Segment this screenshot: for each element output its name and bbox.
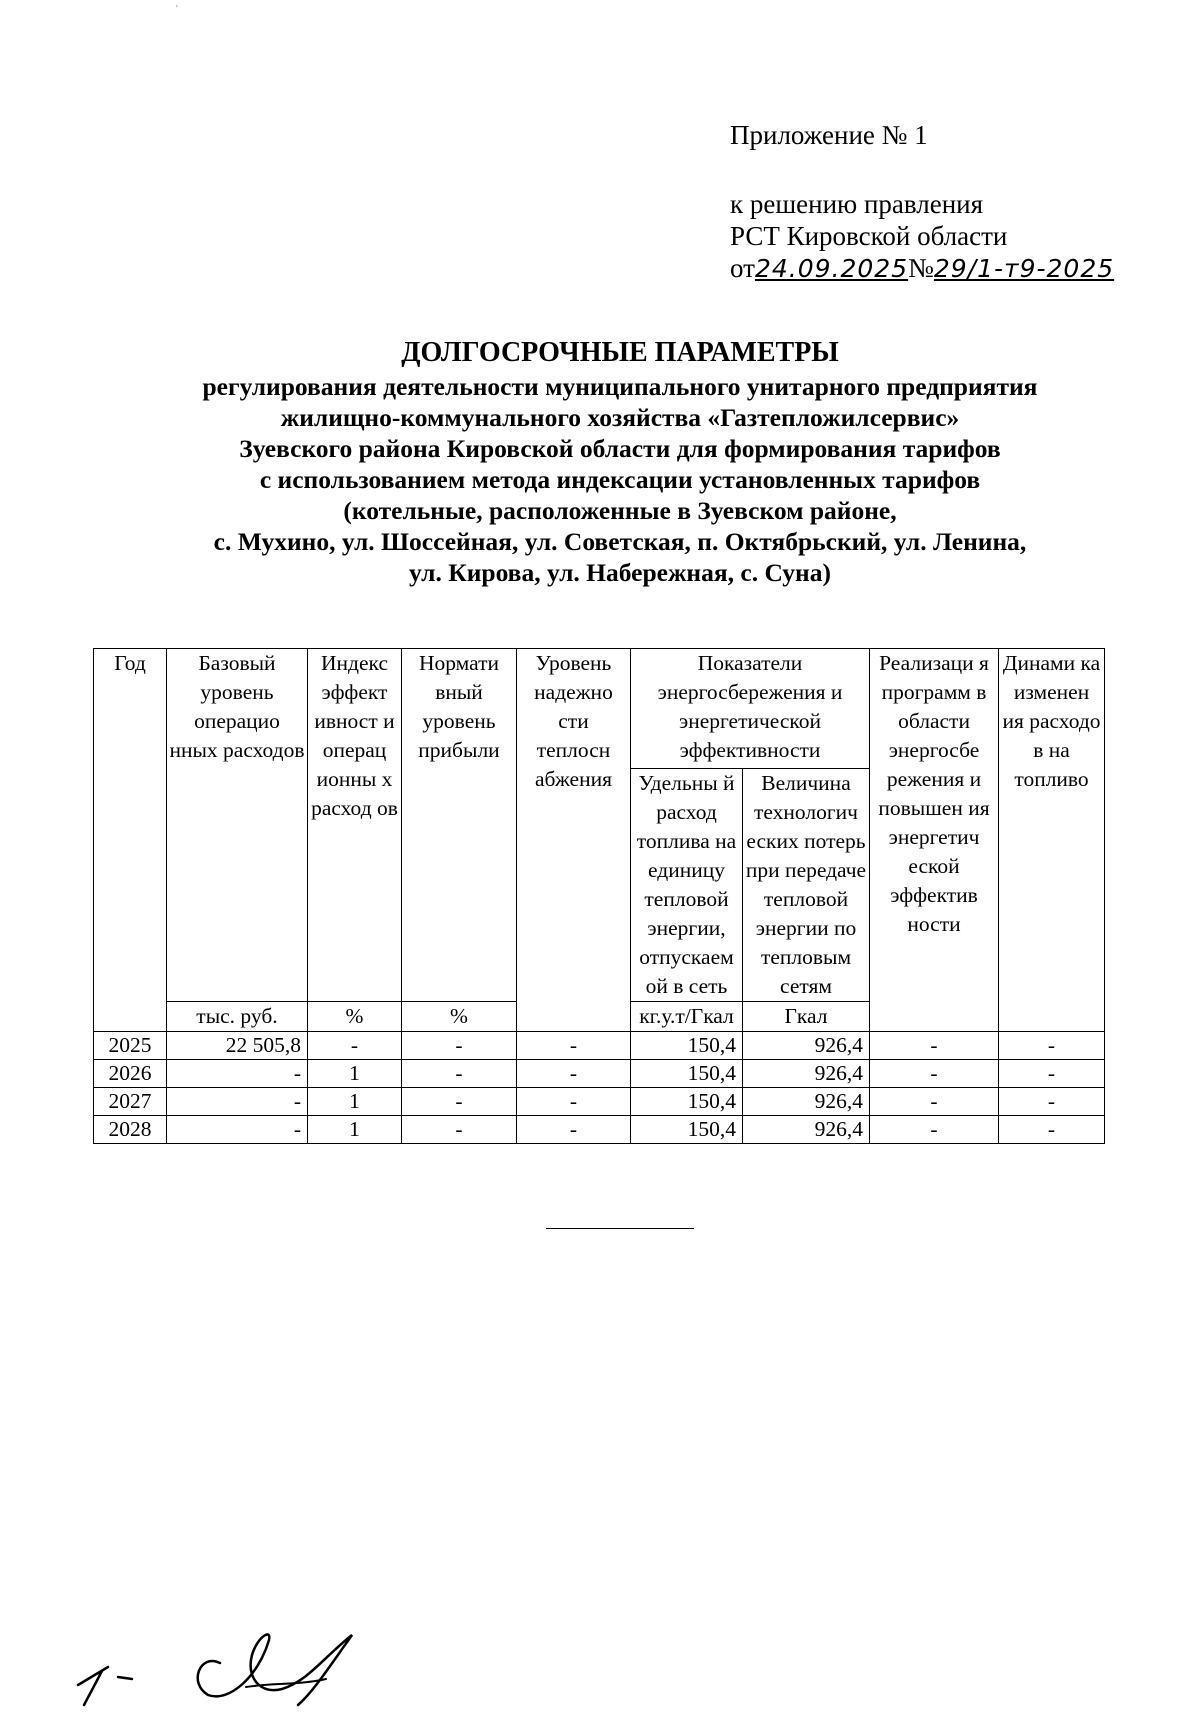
- cell-fuel-dynamics: -: [999, 1060, 1105, 1088]
- appendix-label: Приложение № 1: [730, 120, 928, 150]
- cell-efficiency-index: 1: [308, 1088, 402, 1116]
- cell-program: -: [870, 1116, 999, 1144]
- decision-date: 24.09.2025: [754, 254, 909, 283]
- header-efficiency-index: Индекс эффект ивност и операц ионны х расход ов: [308, 649, 402, 1002]
- table-body: [94, 1032, 1105, 1144]
- header-tech-losses: Величина технологич еских потерь при передаче тепловой энергии по тепловым сетям: [743, 769, 870, 1002]
- header-base-opex: Базовый уровень операцио нных расходов: [167, 649, 308, 1002]
- closing-rule: [546, 1228, 694, 1229]
- header-specific-fuel: Удельны й расход топлива на единицу тепловой энергии, отпускаем ой в сеть: [631, 769, 743, 1002]
- cell-program: -: [870, 1060, 999, 1088]
- decision-line-1: к решению правления: [730, 189, 984, 219]
- cell-base-opex: 22 505,8: [167, 1032, 308, 1060]
- cell-base-opex: -: [167, 1088, 308, 1116]
- header-year: Год: [94, 649, 167, 1032]
- decision-reference: [730, 188, 1114, 285]
- unit-specific-fuel: кг.у.т/Гкал: [631, 1002, 743, 1032]
- title-line: ул. Кирова, ул. Набережная, с. Суна): [409, 558, 831, 587]
- cell-program: -: [870, 1088, 999, 1116]
- cell-fuel-dynamics: -: [999, 1116, 1105, 1144]
- cell-normative-profit: -: [402, 1116, 517, 1144]
- signature-image: [60, 1605, 380, 1710]
- cell-tech-losses: 926,4: [743, 1032, 870, 1060]
- number-sign: №: [908, 253, 934, 283]
- header-energy-group: Показатели энергосбережения и энергетической эффективности: [631, 649, 870, 769]
- cell-specific-fuel: 150,4: [631, 1032, 743, 1060]
- decision-date-number: [730, 252, 1114, 285]
- table-row: [94, 1088, 1105, 1116]
- unit-normative-profit: %: [402, 1002, 517, 1032]
- table-row: [94, 1116, 1105, 1144]
- title-line: с. Мухино, ул. Шоссейная, ул. Советская, п. Октябрьский, ул. Ленина,: [213, 527, 1027, 556]
- title-line: Зуевского района Кировской области для формирования тарифов: [239, 434, 1001, 463]
- cell-base-opex: -: [167, 1060, 308, 1088]
- title-line: жилищно-коммунального хозяйства «Газтепложилсервис»: [280, 403, 960, 432]
- cell-normative-profit: -: [402, 1032, 517, 1060]
- cell-program: -: [870, 1032, 999, 1060]
- cell-year: 2027: [94, 1088, 167, 1116]
- cell-fuel-dynamics: -: [999, 1032, 1105, 1060]
- cell-efficiency-index: 1: [308, 1060, 402, 1088]
- cell-reliability: -: [517, 1060, 631, 1088]
- header-program: Реализаци я программ в области энергосбе режения и повышен ия энергетич еской эффектив ности: [870, 649, 999, 1032]
- scan-speck: ': [176, 4, 178, 15]
- unit-base-opex: тыс. руб.: [167, 1002, 308, 1032]
- title-main: ДОЛГОСРОЧНЫЕ ПАРАМЕТРЫ: [401, 337, 839, 368]
- cell-specific-fuel: 150,4: [631, 1088, 743, 1116]
- cell-tech-losses: 926,4: [743, 1116, 870, 1144]
- cell-reliability: -: [517, 1116, 631, 1144]
- title-line: с использованием метода индексации установленных тарифов: [259, 465, 981, 494]
- header-fuel-dynamics: Динами ка изменен ия расходо в на топливо: [999, 649, 1105, 1032]
- unit-efficiency-index: %: [308, 1002, 402, 1032]
- table-row: [94, 1060, 1105, 1088]
- cell-efficiency-index: -: [308, 1032, 402, 1060]
- cell-year: 2026: [94, 1060, 167, 1088]
- parameters-table: [93, 648, 1105, 1144]
- cell-specific-fuel: 150,4: [631, 1116, 743, 1144]
- cell-normative-profit: -: [402, 1060, 517, 1088]
- cell-year: 2028: [94, 1116, 167, 1144]
- decision-line-2: РСТ Кировской области: [730, 221, 1008, 251]
- cell-specific-fuel: 150,4: [631, 1060, 743, 1088]
- cell-tech-losses: 926,4: [743, 1088, 870, 1116]
- title-line: регулирования деятельности муниципального унитарного предприятия: [202, 372, 1038, 401]
- cell-efficiency-index: 1: [308, 1116, 402, 1144]
- header-reliability: Уровень надежно сти теплосн абжения: [517, 649, 631, 1032]
- cell-year: 2025: [94, 1032, 167, 1060]
- document-title: [80, 335, 1160, 588]
- cell-tech-losses: 926,4: [743, 1060, 870, 1088]
- cell-normative-profit: -: [402, 1088, 517, 1116]
- from-prefix: от: [730, 253, 755, 283]
- cell-fuel-dynamics: -: [999, 1088, 1105, 1116]
- header-normative-profit: Нормати вный уровень прибыли: [402, 649, 517, 1002]
- cell-reliability: -: [517, 1088, 631, 1116]
- cell-reliability: -: [517, 1032, 631, 1060]
- table-row: [94, 1032, 1105, 1060]
- title-line: (котельные, расположенные в Зуевском районе,: [343, 496, 897, 525]
- unit-tech-losses: Гкал: [743, 1002, 870, 1032]
- decision-number: 29/1-т9-2025: [933, 254, 1115, 283]
- cell-base-opex: -: [167, 1116, 308, 1144]
